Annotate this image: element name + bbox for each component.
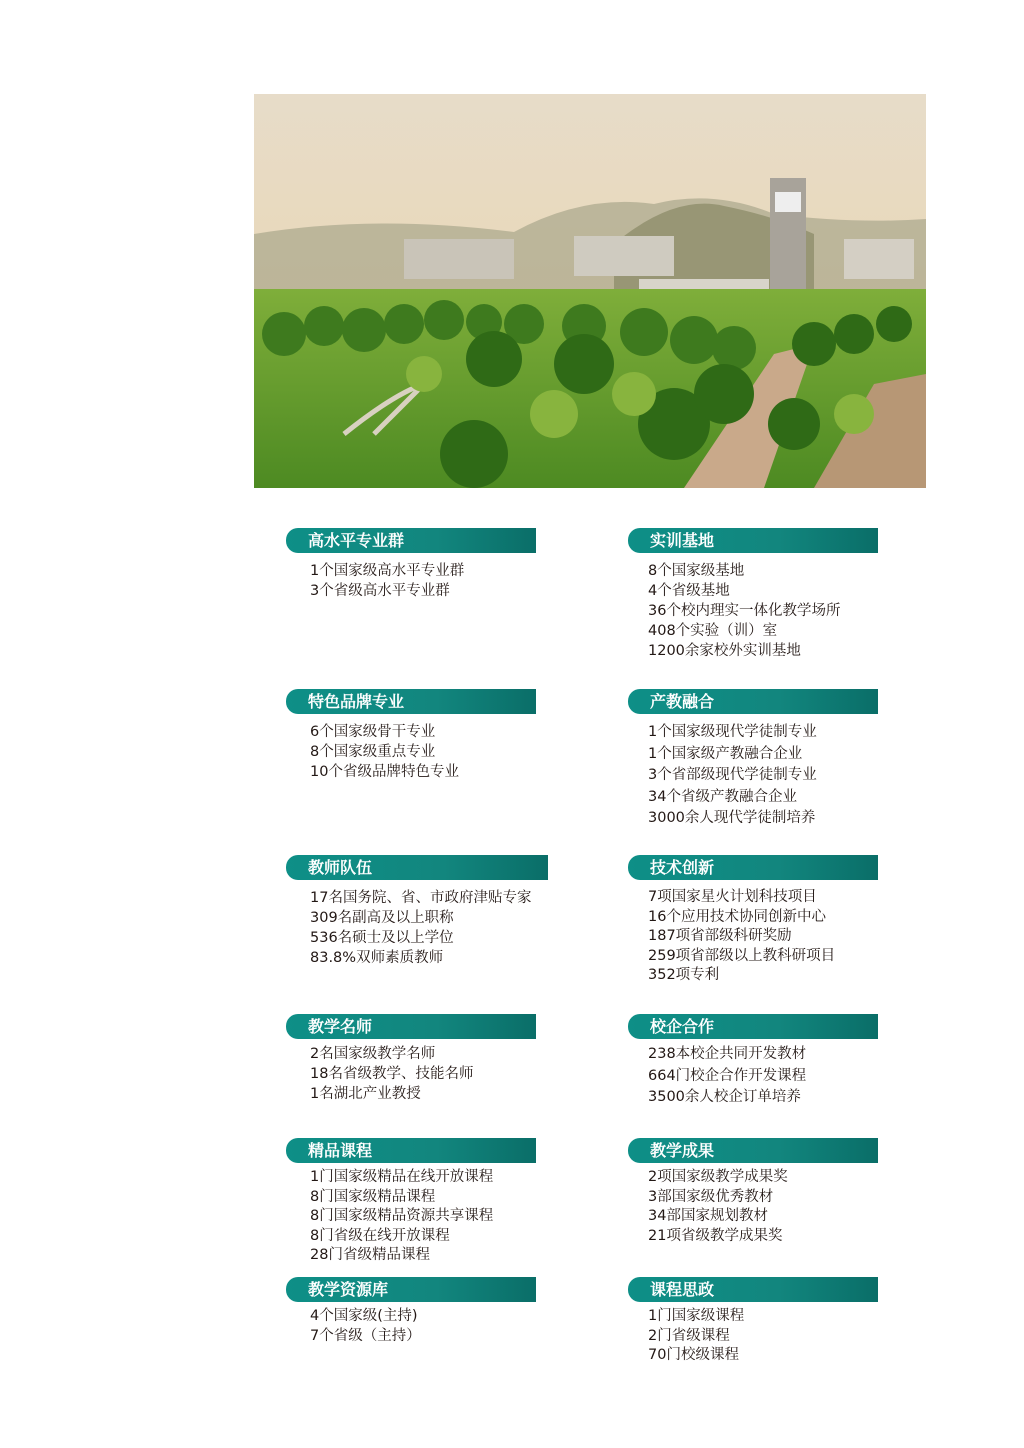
- section-high-level-group: [286, 528, 536, 601]
- list-item: 2项国家级教学成果奖: [648, 1169, 788, 1185]
- item-list: [310, 561, 536, 601]
- section-title: 产教融合: [628, 689, 878, 714]
- section-title: 高水平专业群: [286, 528, 536, 553]
- list-item: 1个国家级产教融合企业: [648, 745, 803, 762]
- item-list: [310, 722, 536, 782]
- item-list: [648, 1168, 878, 1246]
- list-item: 1个国家级现代学徒制专业: [648, 724, 817, 740]
- list-item: 2门省级课程: [648, 1327, 730, 1344]
- item-list: [648, 1044, 878, 1109]
- section-title: 教学资源库: [286, 1277, 536, 1302]
- section-famous-teachers: [286, 1014, 536, 1104]
- list-item: 18名省级教学、技能名师: [310, 1066, 474, 1082]
- section-ideological-courses: [628, 1277, 878, 1366]
- section-featured-majors: [286, 689, 536, 782]
- item-list: [648, 722, 878, 830]
- list-item: 8门省级在线开放课程: [310, 1227, 450, 1244]
- item-list: [648, 888, 878, 986]
- list-item: 1门国家级精品在线开放课程: [310, 1169, 494, 1185]
- list-item: 259项省部级以上教科研项目: [648, 947, 836, 964]
- list-item: 309名副高及以上职称: [310, 910, 454, 926]
- list-item: 7项国家星火计划科技项目: [648, 889, 817, 905]
- list-item: 536名硕士及以上学位: [310, 930, 454, 946]
- section-resource-library: [286, 1277, 536, 1346]
- section-industry-integration: [628, 689, 878, 830]
- list-item: 352项专利: [648, 967, 720, 983]
- list-item: 28门省级精品课程: [310, 1247, 430, 1263]
- list-item: 8个国家级基地: [648, 563, 745, 579]
- list-item: 36个校内理实一体化教学场所: [648, 603, 841, 619]
- list-item: 8门国家级精品课程: [310, 1188, 436, 1205]
- item-list: [310, 1307, 536, 1346]
- list-item: 8门国家级精品资源共享课程: [310, 1208, 494, 1224]
- list-item: 1200余家校外实训基地: [648, 643, 801, 659]
- list-item: 3个省级高水平专业群: [310, 583, 450, 599]
- list-item: 6个国家级骨干专业: [310, 724, 436, 740]
- section-school-enterprise: [628, 1014, 878, 1109]
- list-item: 2名国家级教学名师: [310, 1046, 436, 1062]
- list-item: 70门校级课程: [648, 1347, 739, 1363]
- section-title: 特色品牌专业: [286, 689, 536, 714]
- section-title: 教学成果: [628, 1138, 878, 1163]
- list-item: 17名国务院、省、市政府津贴专家: [310, 890, 532, 906]
- list-item: 16个应用技术协同创新中心: [648, 908, 826, 925]
- list-item: 21项省级教学成果奖: [648, 1227, 783, 1244]
- list-item: 7个省级（主持）: [310, 1327, 421, 1344]
- list-item: 4个省级基地: [648, 583, 730, 599]
- list-item: 4个国家级(主持): [310, 1308, 418, 1324]
- list-item: 408个实验（训）室: [648, 623, 778, 639]
- section-tech-innovation: [628, 855, 878, 986]
- campus-photo: [254, 94, 926, 488]
- list-item: 34部国家规划教材: [648, 1208, 768, 1224]
- section-title: 精品课程: [286, 1138, 536, 1163]
- section-faculty: [286, 855, 548, 968]
- section-title: 实训基地: [628, 528, 878, 553]
- list-item: 83.8%双师素质教师: [310, 950, 444, 966]
- section-quality-courses: [286, 1138, 536, 1266]
- section-title: 技术创新: [628, 855, 878, 880]
- section-title: 校企合作: [628, 1014, 878, 1039]
- list-item: 3000余人现代学徒制培养: [648, 810, 816, 826]
- item-list: [310, 888, 548, 968]
- list-item: 1名湖北产业教授: [310, 1086, 421, 1102]
- section-teaching-achievements: [628, 1138, 878, 1246]
- list-item: 238本校企共同开发教材: [648, 1046, 807, 1062]
- list-item: 3500余人校企订单培养: [648, 1089, 801, 1105]
- list-item: 3部国家级优秀教材: [648, 1188, 774, 1205]
- item-list: [648, 1307, 878, 1366]
- section-training-base: [628, 528, 878, 661]
- list-item: 34个省级产教融合企业: [648, 788, 797, 805]
- list-item: 8个国家级重点专业: [310, 744, 436, 760]
- section-title: 教师队伍: [286, 855, 548, 880]
- list-item: 1门国家级课程: [648, 1308, 745, 1324]
- list-item: 3个省部级现代学徒制专业: [648, 767, 817, 783]
- item-list: [310, 1168, 536, 1266]
- section-title: 教学名师: [286, 1014, 536, 1039]
- list-item: 1个国家级高水平专业群: [310, 563, 465, 579]
- item-list: [310, 1044, 536, 1104]
- list-item: 10个省级品牌特色专业: [310, 764, 459, 780]
- list-item: 187项省部级科研奖励: [648, 928, 792, 944]
- list-item: 664门校企合作开发课程: [648, 1067, 807, 1084]
- item-list: [648, 561, 878, 661]
- section-title: 课程思政: [628, 1277, 878, 1302]
